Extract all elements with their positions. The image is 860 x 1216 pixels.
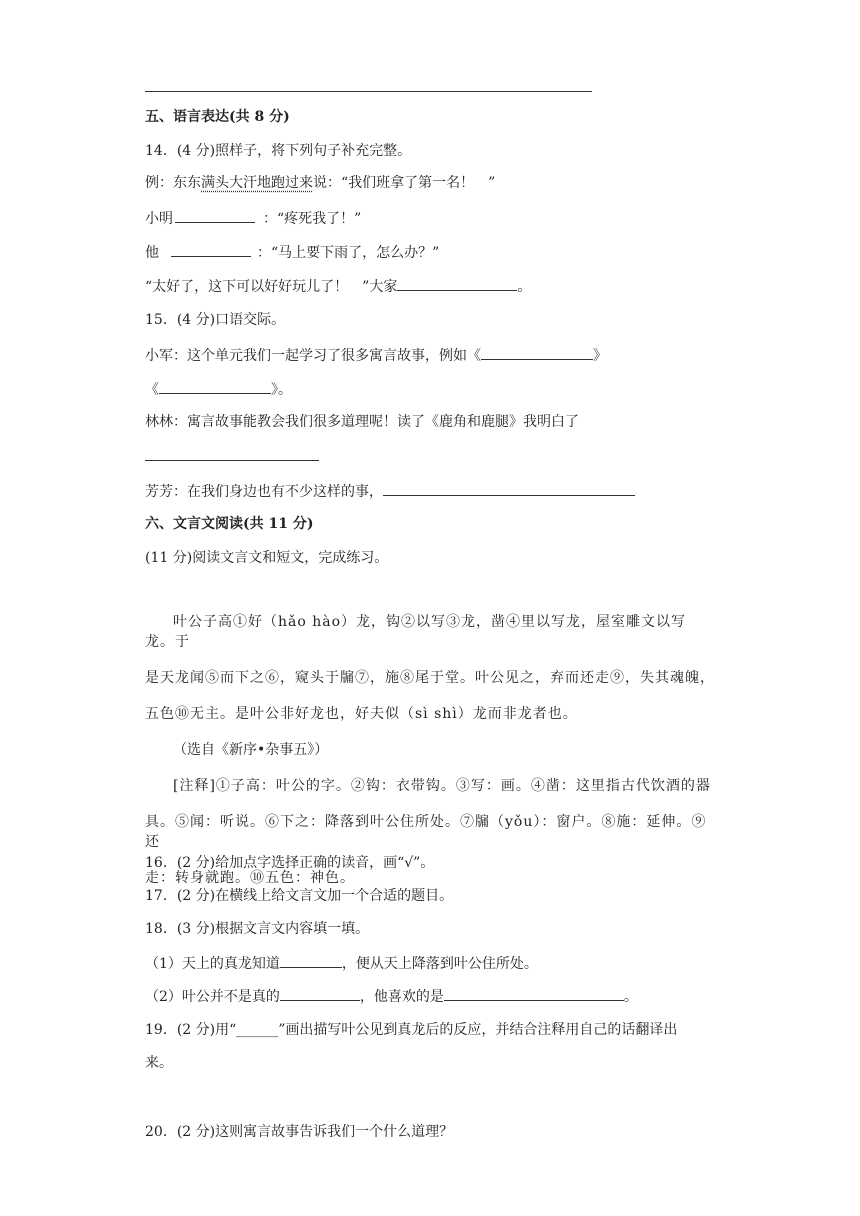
q14-line1-text: ：“疼死我了！” xyxy=(263,211,362,227)
note-line-3: 走：转身就跑。⑩五色：神色。 xyxy=(145,870,355,886)
q14-line2 xyxy=(145,242,439,263)
q14-blank-1[interactable] xyxy=(175,208,255,223)
q15-line3: 林林：寓言故事能教会我们很多道理呢！读了《鹿角和鹿腿》我明白了 xyxy=(145,414,579,430)
q18-line1-text: （1）天上的真龙知道 xyxy=(145,956,280,972)
q19-line2: 来。 xyxy=(145,1055,173,1071)
q14-line2-label: 他 xyxy=(145,245,159,261)
q14-blank-3[interactable] xyxy=(397,276,517,291)
q14-example xyxy=(145,173,495,193)
q14-line1-label: 小明 xyxy=(145,211,173,227)
q18-line2-end: 。 xyxy=(623,989,638,1005)
q15-line1-end: 》 xyxy=(593,348,607,364)
q15-stem: 15．(4 分)口语交际。 xyxy=(145,312,286,328)
section-5-title: 五、语言表达(共 8 分) xyxy=(145,109,290,125)
q15-blank-3[interactable] xyxy=(145,446,319,461)
q14-line3 xyxy=(145,276,531,297)
passage-intro: (11 分)阅读文言文和短文，完成练习。 xyxy=(145,550,389,566)
passage-line-1: 叶公子高①好（hǎo hào）龙，钩②以写③龙，凿④里以写龙，屋室雕文以写龙。于 xyxy=(145,614,687,650)
q20-stem: 20．(2 分)这则寓言故事告诉我们一个什么道理？ xyxy=(145,1124,454,1140)
classical-passage xyxy=(145,612,715,888)
section-6-title: 六、文言文阅读(共 11 分) xyxy=(145,516,314,532)
q18-line1-end: ，便从天上降落到叶公住所处。 xyxy=(341,956,538,972)
q18-line1 xyxy=(145,953,538,974)
q17-stem: 17．(2 分)在横线上给文言文加一个合适的题目。 xyxy=(145,888,454,904)
q15-line2-text: 《 xyxy=(145,382,159,398)
note-line-2: 具。⑤闻：听说。⑥下之：降落到叶公住所处。⑦牖（yǒu）：窗户。⑧施：延伸。⑨还 xyxy=(145,814,707,850)
q15-line1 xyxy=(145,345,607,366)
q14-blank-2[interactable] xyxy=(171,242,251,257)
q14-line3-end: 。 xyxy=(517,279,532,295)
q14-line1 xyxy=(145,208,361,229)
q18-line2 xyxy=(145,986,638,1007)
note-line-1: [注释]①子高：叶公的字。②钩：衣带钩。③写：画。④凿：这里指古代饮酒的器 xyxy=(173,778,711,794)
q19-line1 xyxy=(145,1020,677,1040)
q15-blank-2[interactable] xyxy=(159,379,271,394)
q15-line4 xyxy=(145,446,319,467)
q18-blank-2[interactable] xyxy=(280,986,360,1001)
q15-line5 xyxy=(145,481,635,502)
q15-line2 xyxy=(145,379,292,400)
answer-line-top xyxy=(145,91,592,92)
q18-blank-3[interactable] xyxy=(444,986,624,1001)
q18-line2-text: （2）叶公并不是真的 xyxy=(145,989,280,1005)
q14-example-dotted: 满头大汗地跑过来 xyxy=(201,175,313,191)
q14-line3-text: “太好了，这下可以好好玩儿了！ ”大家 xyxy=(145,279,398,295)
q15-line5-text: 芳芳：在我们身边也有不少这样的事， xyxy=(145,484,383,500)
q14-stem: 14．(4 分)照样子，将下列句子补充完整。 xyxy=(145,143,412,159)
q14-example-suffix: 说：“我们班拿了第一名！ ” xyxy=(313,175,496,191)
q15-blank-1[interactable] xyxy=(481,345,593,360)
q19-text-b: ”画出描写叶公见到真龙后的反应，并结合注释用自己的话翻译出 xyxy=(278,1022,678,1038)
q18-blank-1[interactable] xyxy=(280,953,342,968)
q19-text-a: 19．(2 分)用“ xyxy=(145,1022,237,1038)
q16-stem: 16．(2 分)给加点字选择正确的读音，画“√”。 xyxy=(145,855,435,871)
q18-line2-mid: ，他喜欢的是 xyxy=(359,989,444,1005)
q19-underline-marker: ______ xyxy=(236,1022,279,1038)
q18-stem: 18．(3 分)根据文言文内容填一填。 xyxy=(145,921,370,937)
q15-line1-text: 小军：这个单元我们一起学习了很多寓言故事，例如《 xyxy=(145,348,481,364)
q15-line2-end: 》。 xyxy=(271,382,292,398)
passage-source: （选自《新序•杂事五》） xyxy=(173,742,329,758)
passage-line-2: 是天龙闻⑤而下之⑥，窥头于牖⑦，施⑧尾于堂。叶公见之，弃而还走⑨，失其魂魄， xyxy=(145,670,715,686)
q15-blank-4[interactable] xyxy=(383,481,635,496)
q14-line2-text: ：“马上要下雨了，怎么办？” xyxy=(257,245,440,261)
q14-example-prefix: 例：东东 xyxy=(145,175,201,191)
passage-line-3: 五色⑩无主。是叶公非好龙也，好夫似（sì shì）龙而非龙者也。 xyxy=(145,706,578,722)
